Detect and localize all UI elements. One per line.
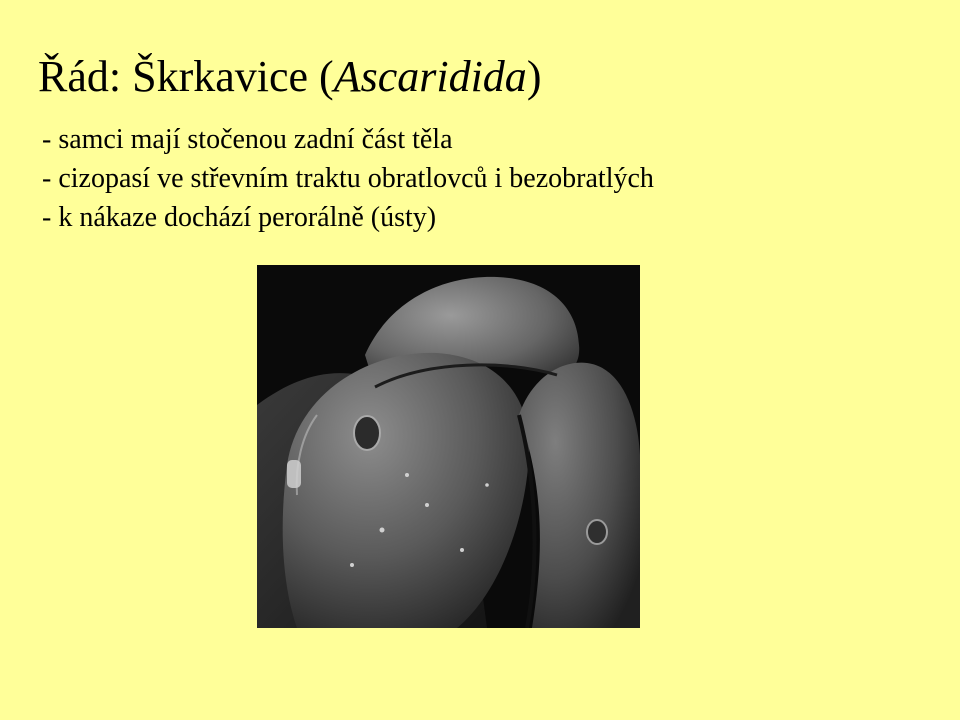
- bullet-item: - cizopasí ve střevním traktu obratlovců i bezobratlých: [42, 163, 654, 194]
- title-prefix: Řád: Škrkavice (: [38, 52, 334, 101]
- title-latin-name: Ascaridida: [333, 52, 527, 101]
- title-suffix: ): [526, 52, 542, 101]
- right-lip: [519, 363, 640, 628]
- bullet-list: [42, 120, 654, 237]
- micrograph-illustration: [257, 265, 640, 628]
- sem-micrograph-image: [257, 265, 640, 628]
- bullet-item: - samci mají stočenou zadní část těla: [42, 124, 453, 155]
- papilla: [354, 416, 380, 450]
- slide-title: [38, 50, 541, 104]
- bullet-item: - k nákaze dochází perorálně (ústy): [42, 202, 437, 233]
